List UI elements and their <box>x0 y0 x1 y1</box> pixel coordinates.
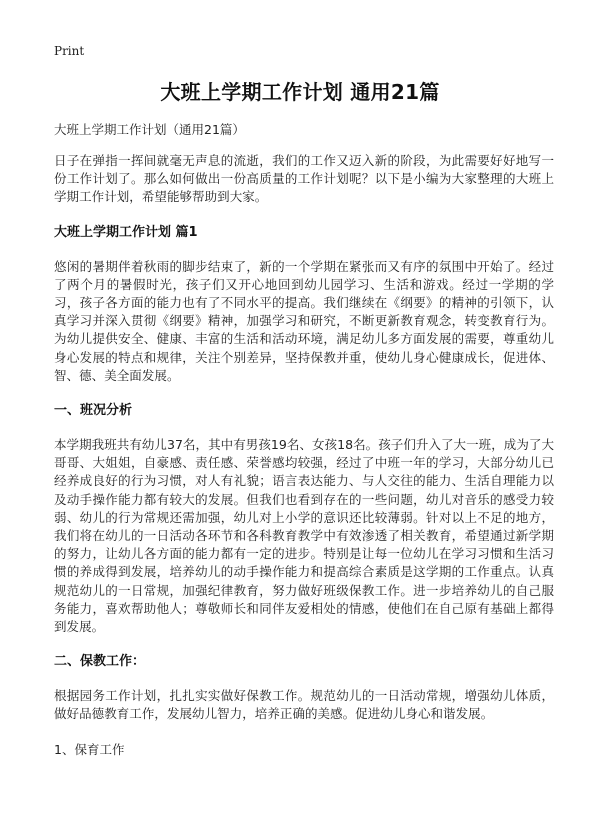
document-body <box>54 121 554 759</box>
page-title: 大班上学期工作计划 通用21篇 <box>160 80 440 104</box>
care-item-label: 1、保育工作 <box>54 741 125 757</box>
analysis-heading: 一、班况分析 <box>54 403 133 419</box>
document-subtitle: 大班上学期工作计划（通用21篇） <box>54 122 245 137</box>
care-heading: 二、保教工作： <box>54 654 146 670</box>
print-label[interactable]: Print <box>54 44 85 58</box>
analysis-paragraph: 本学期我班共有幼儿37名，其中有男孩19名、女孩18名。孩子们升入了大一班，成为了大哥哥、大姐姐，自豪感、责任感、荣誉感均较强，经过了中班一年的学习，大部分幼儿已经养成良好的行为习惯，对人有礼貌；语言表达能力、与人交往的能力、生活自理能力以及动手操作能力都有较大的发展。但我们也看到存在的一些问题，幼儿对音乐的感受力较弱、幼儿的行为常规还需加强，幼儿对上小学的意识还比较薄弱。针对以上不足的地方，我们将在幼儿的一日活动各环节和各科教育教学中有效渗透了相关教育，希望通过新学期的努力，让幼儿各方面的能力都有一定的进步。特别是让每一位幼儿在学习习惯和生活习惯的养成得到发展，培养幼儿的动手操作能力和提高综合素质是这学期的工作重点。认真规范幼儿的一日常规，加强纪律教育，努力做好班级保教工作。进一步培养幼儿的自己服务能力，喜欢帮助他人；尊敬师长和同伴友爱相处的情感，使他们在自己原有基础上都得到发展。 <box>54 437 554 635</box>
section1-heading: 大班上学期工作计划 篇1 <box>54 224 198 240</box>
care-paragraph: 根据园务工作计划，扎扎实实做好保教工作。规范幼儿的一日活动常规，增强幼儿体质，做好品德教育工作，发展幼儿智力，培养正确的美感。促进幼儿身心和谐发展。 <box>54 688 554 722</box>
intro-paragraph: 日子在弹指一挥间就毫无声息的流逝，我们的工作又迈入新的阶段，为此需要好好地写一份工作计划了。那么如何做出一份高质量的工作计划呢？以下是小编为大家整理的大班上学期工作计划，希望能够帮助到大家。 <box>54 153 554 205</box>
section1-paragraph: 悠闲的暑期伴着秋雨的脚步结束了，新的一个学期在紧张而又有序的氛围中开始了。经过了两个月的暑假时光，孩子们又开心地回到幼儿园学习、生活和游戏。经过一学期的学习，孩子各方面的能力也有了不同水平的提高。我们继续在《纲要》的精神的引领下，认真学习并深入贯彻《纲要》精神，加强学习和研究，不断更新教育观念，转变教育行为。为幼儿提供安全、健康、丰富的生活和活动环境，满足幼儿多方面发展的需要，尊重幼儿身心发展的特点和规律，关注个别差异，坚持保教并重，使幼儿身心健康成长，促进体、智、德、美全面发展。 <box>54 258 554 383</box>
